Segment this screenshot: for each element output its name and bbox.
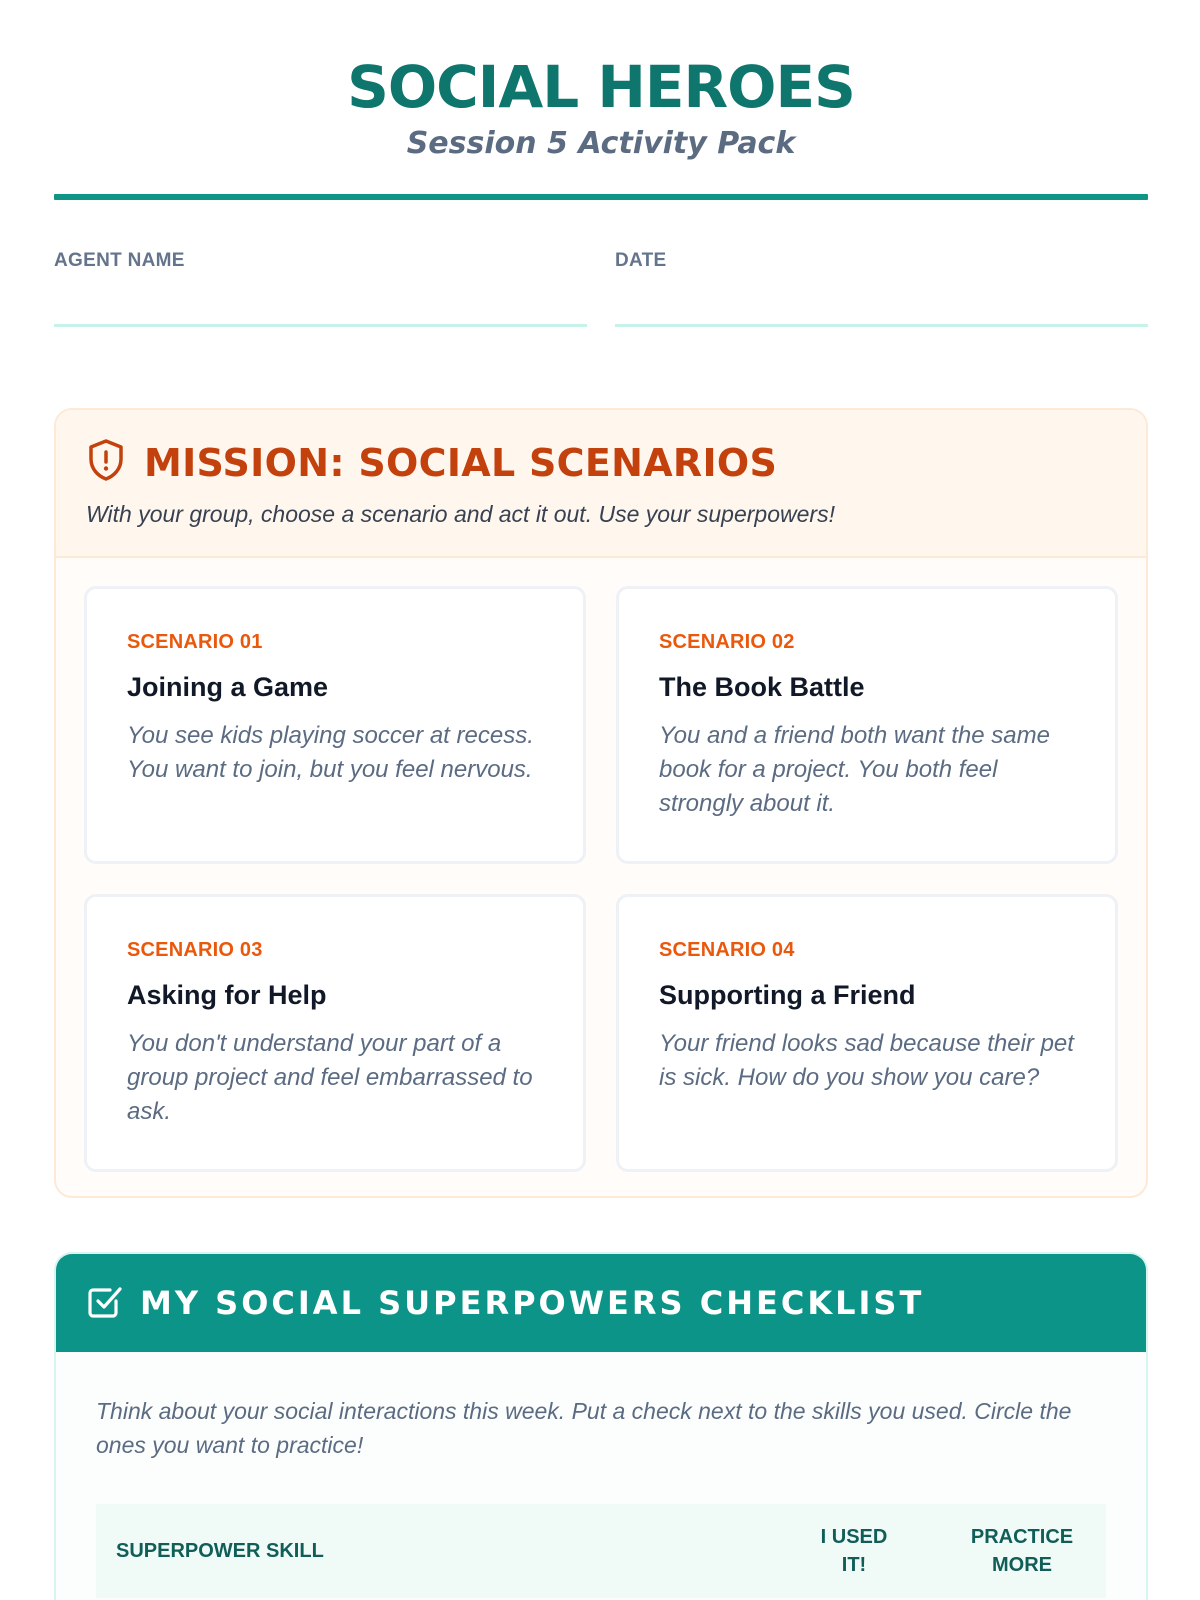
scenario-grid	[84, 586, 1118, 1172]
scenario-card	[84, 894, 586, 1172]
scenario-text: You and a friend both want the same book for a project. You both feel strongly about it.	[659, 722, 1050, 817]
page-title: SOCIAL HEROES	[347, 53, 855, 121]
mission-header	[56, 410, 1146, 558]
checklist-header	[56, 1254, 1146, 1352]
checklist-body	[56, 1352, 1146, 1598]
checklist-section	[54, 1252, 1148, 1600]
column-header-used: I USED IT!	[820, 1526, 888, 1576]
date-line[interactable]	[615, 324, 1148, 327]
mission-subtitle: With your group, choose a scenario and act it out. Use your superpowers!	[86, 501, 835, 527]
mission-title-row	[86, 438, 1116, 487]
scenario-card	[84, 586, 586, 864]
agent-name-field[interactable]	[54, 250, 587, 327]
column-header-skill: SUPERPOWER SKILL	[116, 1539, 324, 1562]
checklist-title: MY SOCIAL SUPERPOWERS CHECKLIST	[140, 1284, 925, 1322]
date-label: DATE	[615, 250, 667, 271]
shield-alert-icon	[86, 438, 126, 487]
checkbox-checked-icon	[86, 1282, 124, 1325]
agent-name-label: AGENT NAME	[54, 250, 185, 271]
info-fields	[54, 250, 1148, 327]
scenario-text: Your friend looks sad because their pet is sick. How do you show you care?	[659, 1030, 1074, 1091]
mission-section	[54, 408, 1148, 1198]
scenario-title: Supporting a Friend	[659, 980, 916, 1010]
checklist-instructions: Think about your social interactions this week. Put a check next to the skills you used. Circle the ones you want to practice!	[96, 1398, 1072, 1458]
agent-name-line[interactable]	[54, 324, 587, 327]
scenario-title: Asking for Help	[127, 980, 327, 1010]
page-header	[54, 52, 1148, 164]
scenario-title: Joining a Game	[127, 672, 329, 702]
scenario-tag: SCENARIO 01	[127, 631, 263, 653]
scenario-card	[616, 586, 1118, 864]
date-field[interactable]	[615, 250, 1148, 327]
column-header-practice: PRACTICE MORE	[970, 1526, 1074, 1576]
scenario-card	[616, 894, 1118, 1172]
scenario-tag: SCENARIO 02	[659, 631, 795, 653]
scenario-tag: SCENARIO 04	[659, 939, 795, 961]
scenario-text: You see kids playing soccer at recess. You want to join, but you feel nervous.	[127, 722, 534, 783]
header-divider	[54, 194, 1148, 200]
scenario-tag: SCENARIO 03	[127, 939, 263, 961]
checklist-table-header	[96, 1504, 1106, 1598]
mission-title: MISSION: SOCIAL SCENARIOS	[144, 440, 778, 485]
scenario-title: The Book Battle	[659, 672, 865, 702]
scenario-text: You don't understand your part of a group project and feel embarrassed to ask.	[127, 1030, 533, 1125]
page-subtitle: Session 5 Activity Pack	[406, 126, 796, 161]
